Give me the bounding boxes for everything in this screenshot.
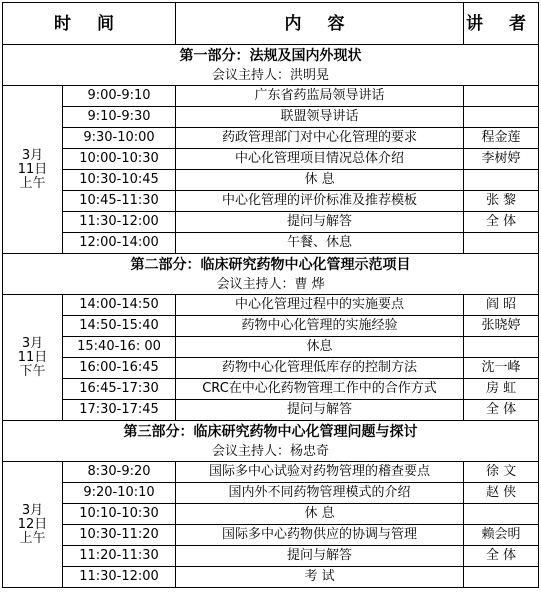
schedule-row: [3, 295, 539, 316]
session-speaker: 赖会明: [464, 525, 539, 546]
session-speaker: [464, 86, 539, 107]
session-time: 9:10-9:30: [63, 107, 176, 128]
session-speaker: [464, 107, 539, 128]
schedule-row: [3, 107, 539, 128]
session-time: 10:45-11:30: [63, 191, 176, 212]
schedule-row: [3, 212, 539, 233]
session-content: 药物中心化管理的实施经验: [176, 316, 464, 337]
header-time: 时 间: [3, 3, 176, 45]
session-speaker: 全 体: [464, 212, 539, 233]
session-time: 9:00-9:10: [63, 86, 176, 107]
session-day-line: 11日: [17, 349, 48, 365]
session-content: 中心化管理项目情况总体介绍: [176, 149, 464, 170]
session-speaker: 赵 侠: [464, 483, 539, 504]
session-time: 10:00-10:30: [63, 149, 176, 170]
section-title-row: [3, 254, 539, 276]
session-day-line: 下午: [19, 363, 46, 379]
session-content: CRC在中心化药物管理工作中的合作方式: [176, 379, 464, 400]
session-day-line: 3月: [21, 335, 44, 351]
session-speaker: 阎 昭: [464, 295, 539, 316]
schedule-row: [3, 149, 539, 170]
session-speaker: [464, 233, 539, 254]
section-title-row: [3, 421, 539, 443]
session-day-line: 3月: [21, 147, 44, 163]
schedule-row: [3, 316, 539, 337]
schedule-row: [3, 86, 539, 107]
session-time: 14:50-15:40: [63, 316, 176, 337]
session-content: 联盟领导讲话: [176, 107, 464, 128]
session-time: 16:45-17:30: [63, 379, 176, 400]
session-day: [3, 295, 63, 421]
session-content: 休 息: [176, 170, 464, 191]
session-time: 10:30-11:20: [63, 525, 176, 546]
session-content: 休 息: [176, 504, 464, 525]
session-time: 16:00-16:45: [63, 358, 176, 379]
schedule-body: [3, 3, 539, 588]
section-host: 会议主持人：杨忠奇: [3, 442, 539, 462]
session-content: 国际多中心药物供应的协调与管理: [176, 525, 464, 546]
schedule-row: [3, 337, 539, 358]
header-content: 内 容: [176, 3, 464, 45]
session-day-line: 上午: [19, 175, 46, 191]
section-host: 会议主持人：洪明晃: [3, 66, 539, 86]
session-time: 12:00-14:00: [63, 233, 176, 254]
session-day-line: 上午: [19, 530, 46, 546]
section-host-row: [3, 442, 539, 462]
session-speaker: [464, 567, 539, 588]
section-title: 第一部分：法规及国内外现状: [3, 45, 539, 67]
schedule-row: [3, 462, 539, 483]
session-speaker: 程金莲: [464, 128, 539, 149]
section-title: 第三部分：临床研究药物中心化管理问题与探讨: [3, 421, 539, 443]
schedule-row: [3, 233, 539, 254]
session-speaker: 李树婷: [464, 149, 539, 170]
session-time: 11:30-12:00: [63, 567, 176, 588]
section-host-row: [3, 66, 539, 86]
schedule-row: [3, 400, 539, 421]
schedule-row: [3, 358, 539, 379]
schedule-row: [3, 170, 539, 191]
header-row: [3, 3, 539, 45]
session-speaker: 张晓婷: [464, 316, 539, 337]
session-content: 提问与解答: [176, 212, 464, 233]
schedule-row: [3, 191, 539, 212]
session-speaker: [464, 170, 539, 191]
session-content: 考 试: [176, 567, 464, 588]
session-time: 15:40-16: 00: [63, 337, 176, 358]
session-content: 国内外不同药物管理模式的介绍: [176, 483, 464, 504]
section-title-row: [3, 45, 539, 67]
session-content: 提问与解答: [176, 546, 464, 567]
section-host: 会议主持人：曹 烨: [3, 275, 539, 295]
section-host-row: [3, 275, 539, 295]
session-time: 9:20-10:10: [63, 483, 176, 504]
session-time: 14:00-14:50: [63, 295, 176, 316]
header-speaker: 讲 者: [464, 3, 539, 45]
session-content: 药物中心化管理低库存的控制方法: [176, 358, 464, 379]
session-speaker: 房 虹: [464, 379, 539, 400]
session-content: 广东省药监局领导讲话: [176, 86, 464, 107]
session-content: 国际多中心试验对药物管理的稽查要点: [176, 462, 464, 483]
session-time: 11:30-12:00: [63, 212, 176, 233]
session-day-line: 11日: [17, 161, 48, 177]
session-time: 11:20-11:30: [63, 546, 176, 567]
schedule-row: [3, 128, 539, 149]
session-time: 10:30-10:45: [63, 170, 176, 191]
session-time: 9:30-10:00: [63, 128, 176, 149]
schedule-row: [3, 567, 539, 588]
session-speaker: 全 体: [464, 546, 539, 567]
session-speaker: 张 黎: [464, 191, 539, 212]
session-content: 午餐、休息: [176, 233, 464, 254]
schedule-row: [3, 525, 539, 546]
session-time: 17:30-17:45: [63, 400, 176, 421]
session-day: [3, 462, 63, 588]
session-content: 药政管理部门对中心化管理的要求: [176, 128, 464, 149]
session-speaker: [464, 337, 539, 358]
session-content: 中心化管理的评价标准及推荐模板: [176, 191, 464, 212]
session-time: 8:30-9:20: [63, 462, 176, 483]
session-speaker: 全 体: [464, 400, 539, 421]
section-title: 第二部分：临床研究药物中心化管理示范项目: [3, 254, 539, 276]
schedule-table: [2, 2, 539, 588]
session-speaker: 沈一峰: [464, 358, 539, 379]
schedule-row: [3, 379, 539, 400]
session-day: [3, 86, 63, 254]
session-content: 中心化管理过程中的实施要点: [176, 295, 464, 316]
schedule-row: [3, 546, 539, 567]
session-day-line: 12日: [17, 516, 48, 532]
schedule-row: [3, 504, 539, 525]
session-content: 休息: [176, 337, 464, 358]
session-time: 10:10-10:30: [63, 504, 176, 525]
schedule-row: [3, 483, 539, 504]
session-content: 提问与解答: [176, 400, 464, 421]
session-speaker: 徐 文: [464, 462, 539, 483]
session-day-line: 3月: [21, 502, 44, 518]
session-speaker: [464, 504, 539, 525]
